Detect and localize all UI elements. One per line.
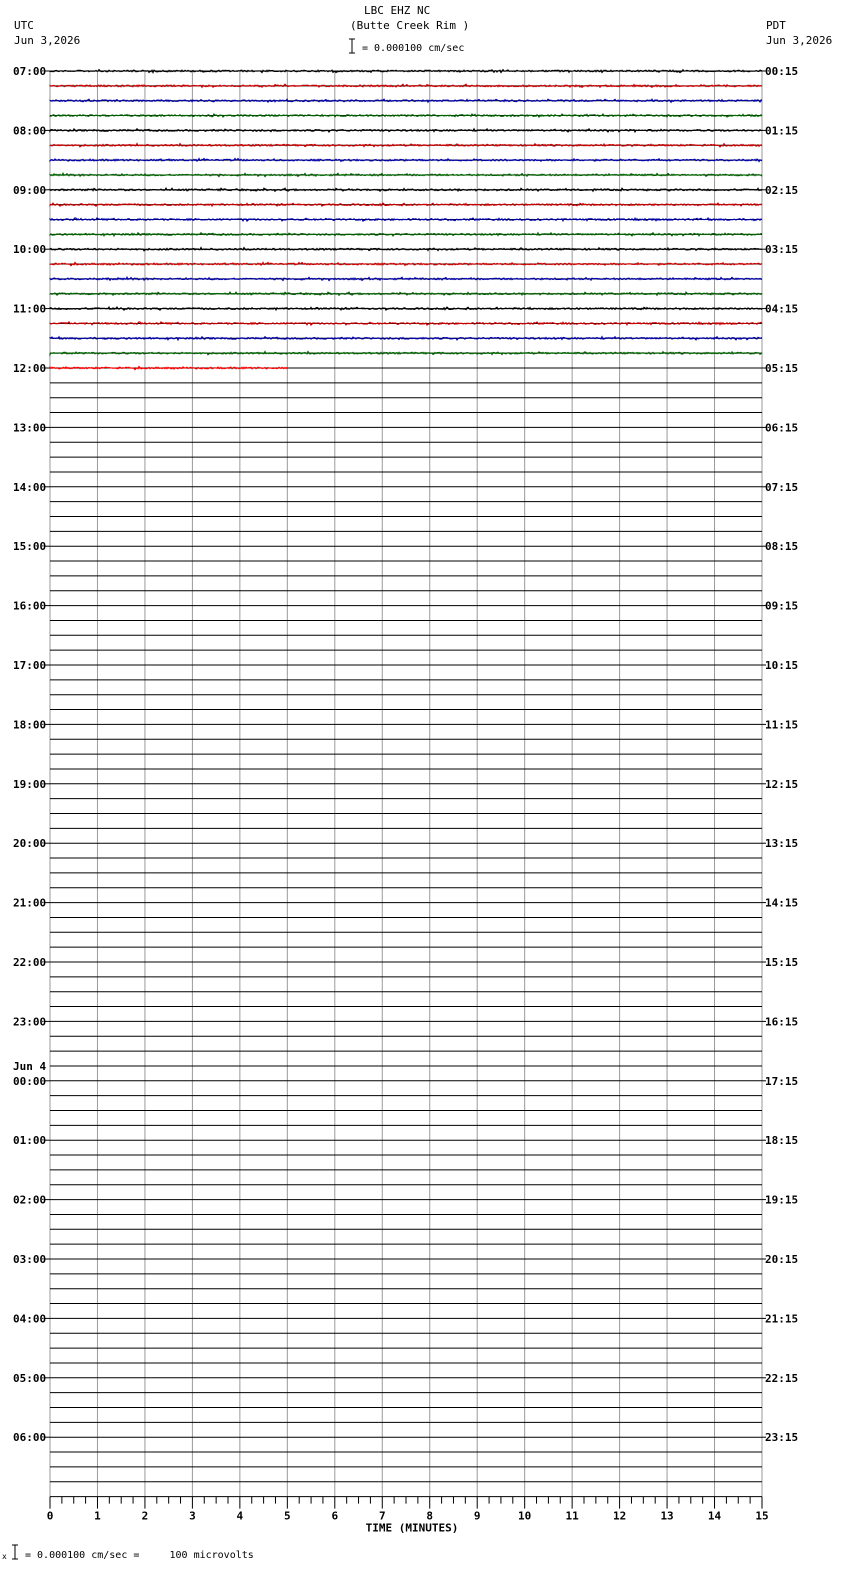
- station-title: LBC EHZ NC: [364, 4, 431, 17]
- utc-hour-label: 23:00: [13, 1015, 47, 1029]
- utc-hour-label: 10:00: [13, 243, 47, 257]
- station-location: (Butte Creek Rim ): [350, 19, 470, 32]
- x-tick-label: 3: [189, 1509, 196, 1523]
- seismic-trace: [50, 248, 762, 251]
- utc-label: UTC: [14, 19, 34, 32]
- utc-hour-label: 09:00: [13, 183, 47, 197]
- x-tick-label: 11: [565, 1509, 579, 1523]
- utc-hour-label: 17:00: [13, 659, 47, 672]
- utc-hour-label: 02:00: [13, 1193, 47, 1207]
- pdt-hour-label: 15:15: [765, 956, 799, 969]
- utc-hour-label: 20:00: [13, 837, 47, 851]
- utc-hour-label: 16:00: [13, 599, 47, 613]
- utc-date: Jun 3,2026: [14, 34, 81, 47]
- pdt-hour-label: 11:15: [765, 718, 799, 732]
- seismic-trace: [50, 352, 762, 355]
- pdt-hour-label: 05:15: [765, 362, 799, 375]
- pdt-hour-label: 00:15: [765, 65, 799, 78]
- footer-marker: x: [2, 1552, 7, 1561]
- utc-hour-label: 03:00: [13, 1253, 47, 1266]
- x-tick-label: 5: [284, 1509, 291, 1523]
- footer-scale-text: = 0.000100 cm/sec = 100 microvolts: [25, 1550, 254, 1561]
- x-tick-label: 15: [755, 1509, 769, 1523]
- utc-hour-label: 21:00: [13, 896, 47, 910]
- x-tick-label: 10: [518, 1509, 532, 1523]
- pdt-hour-label: 18:15: [765, 1134, 799, 1148]
- pdt-hour-label: 17:15: [765, 1074, 799, 1088]
- utc-hour-label: 08:00: [13, 124, 47, 138]
- seismic-trace: [50, 84, 762, 87]
- pdt-hour-label: 01:15: [765, 124, 799, 138]
- seismic-trace: [50, 292, 762, 295]
- x-tick-label: 8: [426, 1509, 434, 1523]
- pdt-date: Jun 3,2026: [766, 34, 833, 47]
- pdt-hour-label: 21:15: [765, 1312, 799, 1326]
- seismic-trace: [50, 263, 762, 266]
- utc-hour-label: 06:00: [13, 1431, 47, 1445]
- seismic-trace: [50, 307, 762, 310]
- date-change-label: Jun 4: [13, 1059, 47, 1073]
- pdt-hour-label: 07:15: [765, 480, 799, 494]
- pdt-hour-label: 20:15: [765, 1253, 799, 1266]
- utc-hour-label: 14:00: [13, 480, 47, 494]
- x-axis-title: TIME (MINUTES): [365, 1521, 459, 1535]
- x-tick-label: 14: [707, 1509, 722, 1523]
- x-tick-label: 7: [378, 1509, 386, 1523]
- x-tick-label: 0: [46, 1509, 54, 1523]
- pdt-hour-label: 12:15: [765, 777, 799, 791]
- pdt-hour-label: 16:15: [765, 1015, 799, 1029]
- seismic-trace: [50, 218, 762, 221]
- utc-hour-label: 12:00: [13, 362, 47, 375]
- pdt-hour-label: 13:15: [765, 837, 799, 851]
- pdt-hour-label: 03:15: [765, 243, 799, 257]
- seismic-trace: [50, 277, 762, 280]
- utc-hour-label: 13:00: [13, 421, 47, 435]
- x-tick-label: 9: [473, 1509, 481, 1523]
- utc-hour-label: 19:00: [13, 777, 47, 791]
- seismic-trace: [50, 173, 762, 176]
- pdt-hour-label: 02:15: [765, 183, 799, 197]
- pdt-hour-label: 14:15: [765, 896, 799, 910]
- scale-label: = 0.000100 cm/sec: [362, 43, 465, 54]
- x-tick-label: 2: [141, 1509, 149, 1523]
- x-tick-label: 13: [660, 1509, 674, 1523]
- pdt-hour-label: 06:15: [765, 421, 799, 435]
- utc-hour-label: 07:00: [13, 65, 47, 78]
- utc-hour-label: 01:00: [13, 1134, 47, 1148]
- pdt-hour-label: 10:15: [765, 659, 799, 672]
- utc-hour-label: 11:00: [13, 302, 47, 316]
- pdt-hour-label: 09:15: [765, 599, 799, 613]
- seismic-trace: [50, 366, 287, 369]
- pdt-hour-label: 04:15: [765, 302, 799, 316]
- utc-hour-label: 22:00: [13, 956, 47, 969]
- utc-hour-label: 05:00: [13, 1371, 47, 1385]
- pdt-hour-label: 23:15: [765, 1431, 799, 1445]
- pdt-hour-label: 19:15: [765, 1193, 799, 1207]
- x-tick-label: 12: [612, 1509, 627, 1523]
- seismic-trace: [50, 203, 762, 206]
- pdt-hour-label: 08:15: [765, 540, 799, 554]
- x-tick-label: 6: [331, 1509, 339, 1523]
- pdt-label: PDT: [766, 19, 786, 32]
- x-tick-label: 1: [94, 1509, 101, 1523]
- seismic-trace: [50, 159, 762, 162]
- utc-hour-label: 15:00: [13, 540, 47, 554]
- pdt-hour-label: 22:15: [765, 1371, 799, 1385]
- x-tick-label: 4: [236, 1509, 244, 1523]
- utc-hour-label: 18:00: [13, 718, 47, 732]
- utc-hour-label: 00:00: [13, 1074, 47, 1088]
- utc-hour-label: 04:00: [13, 1312, 47, 1326]
